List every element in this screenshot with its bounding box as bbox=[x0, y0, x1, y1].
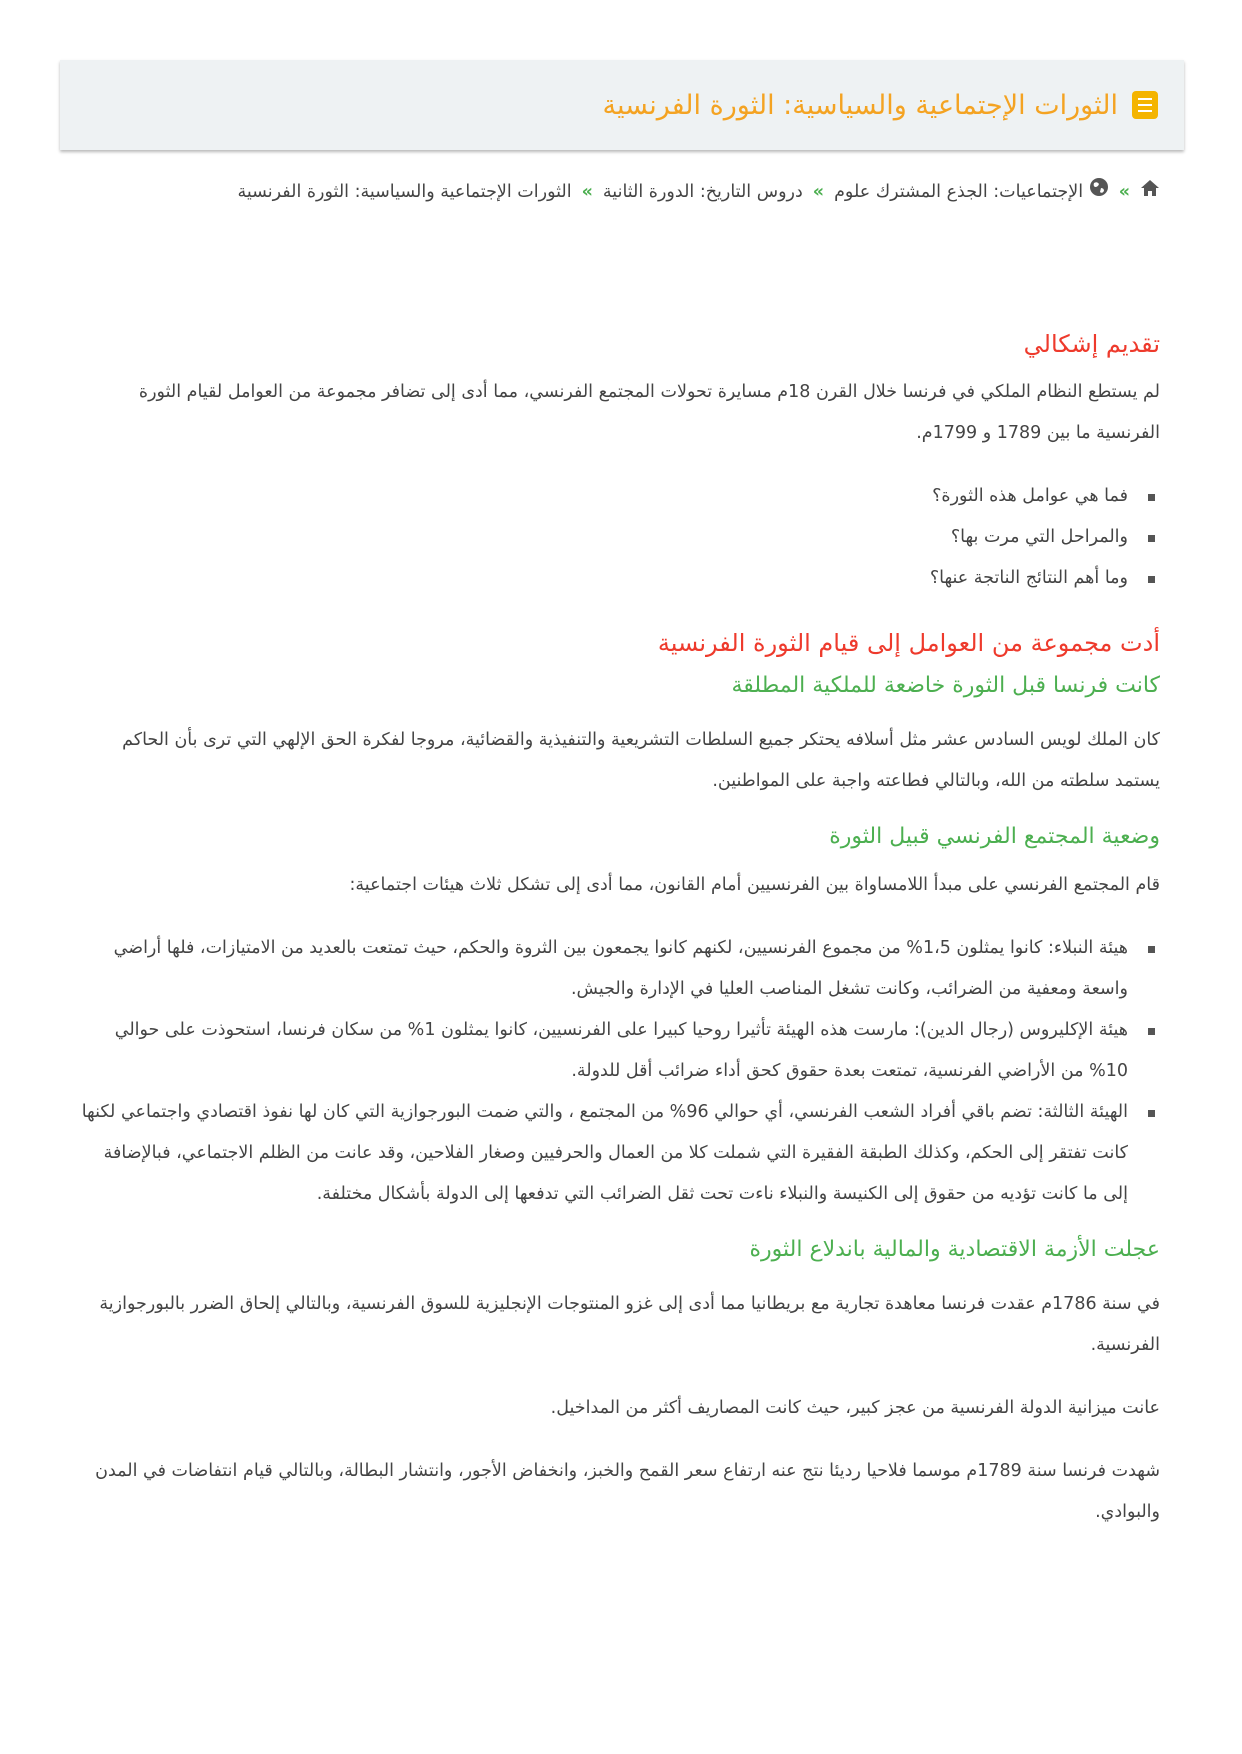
lesson-content bbox=[75, 330, 1160, 1533]
list-item: فما هي عوامل هذه الثورة؟ bbox=[75, 476, 1128, 517]
page-header bbox=[60, 60, 1184, 150]
intro-heading: تقديم إشكالي bbox=[1023, 330, 1160, 358]
breadcrumb bbox=[100, 170, 1160, 214]
globe-icon bbox=[1089, 170, 1109, 214]
breadcrumb-item-current: الثورات الإجتماعية والسياسية: الثورة الفرنسية bbox=[237, 182, 572, 202]
home-icon[interactable] bbox=[1140, 170, 1160, 214]
breadcrumb-separator: » bbox=[581, 182, 593, 202]
absolute-monarchy-heading: كانت فرنسا قبل الثورة خاضعة للملكية المطلقة bbox=[731, 673, 1160, 698]
crisis-paragraph-1: في سنة 1786م عقدت فرنسا معاهدة تجارية مع بريطانيا مما أدى إلى غزو المنتوجات الإنجليزية للسوق الفرنسية، وبالتالي إلحاق الضرر بالبورجوازية الفرنسية. bbox=[99, 1294, 1160, 1355]
breadcrumb-separator: » bbox=[1118, 182, 1130, 202]
list-item: وما أهم النتائج الناتجة عنها؟ bbox=[75, 558, 1128, 599]
intro-questions bbox=[75, 476, 1160, 599]
list-item-nobility: هيئة النبلاء: كانوا يمثلون 1،5% من مجموع الفرنسيين، لكنهم كانوا يجمعون بين الثروة والحكم، حيث تمتعت بالعديد من الامتيازات، فلها أراضي واسعة ومعفية من الضرائب، وكانت تشغل المناصب العليا في الإدارة والجيش. bbox=[75, 928, 1128, 1010]
list-item-clergy: هيئة الإكليروس (رجال الدين): مارست هذه الهيئة تأثيرا روحيا كبيرا على الفرنسيين، كانوا يمثلون 1% من سكان فرنسا، استحوذت على حوالي 10% من الأراضي الفرنسية، تمتعت بعدة حقوق كحق أداء ضرائب أقل للدولة. bbox=[75, 1010, 1128, 1092]
society-heading: وضعية المجتمع الفرنسي قبيل الثورة bbox=[829, 824, 1160, 849]
breadcrumb-item-social-studies[interactable]: الإجتماعيات: الجذع المشترك علوم bbox=[834, 182, 1084, 202]
absolute-monarchy-paragraph: كان الملك لويس السادس عشر مثل أسلافه يحتكر جميع السلطات التشريعية والتنفيذية والقضائية، مروجا لفكرة الحق الإلهي التي ترى بأن الحاكم يستمد سلطته من الله، وبالتالي فطاعته واجبة على المواطنين. bbox=[122, 730, 1160, 791]
breadcrumb-separator: » bbox=[812, 182, 825, 202]
document-icon bbox=[1132, 91, 1158, 119]
estates-list bbox=[75, 928, 1160, 1215]
breadcrumb-item-history-lessons[interactable]: دروس التاريخ: الدورة الثانية bbox=[602, 182, 803, 202]
crisis-heading: عجلت الأزمة الاقتصادية والمالية باندلاع الثورة bbox=[749, 1237, 1160, 1262]
list-item: والمراحل التي مرت بها؟ bbox=[75, 517, 1128, 558]
intro-paragraph: لم يستطع النظام الملكي في فرنسا خلال القرن 18م مسايرة تحولات المجتمع الفرنسي، مما أدى إلى تضافر مجموعة من العوامل لقيام الثورة الفرنسية ما بين 1789 و 1799م. bbox=[138, 382, 1160, 443]
society-paragraph: قام المجتمع الفرنسي على مبدأ اللامساواة بين الفرنسيين أمام القانون، مما أدى إلى تشكل ثلاث هيئات اجتماعية: bbox=[349, 875, 1160, 895]
factors-heading: أدت مجموعة من العوامل إلى قيام الثورة الفرنسية bbox=[657, 629, 1160, 657]
list-item-third-estate: الهيئة الثالثة: تضم باقي أفراد الشعب الفرنسي، أي حوالي 96% من المجتمع ، والتي ضمت البورجوازية التي كان لها نفوذ اقتصادي واجتماعي لكنها كانت تفتقر إلى الحكم، وكذلك الطبقة الفقيرة التي شملت كلا من العمال والحرفيين وصغار الفلاحين، وقد عانت من الظلم الاجتماعي، فبالإضافة إلى ما كانت تؤديه من حقوق إلى الكنيسة والنبلاء ناءت تحت ثقل الضرائب التي تدفعها إلى الدولة بأشكال مختلفة. bbox=[75, 1092, 1128, 1215]
crisis-paragraph-3: شهدت فرنسا سنة 1789م موسما فلاحيا رديئا نتج عنه ارتفاع سعر القمح والخبز، وانخفاض الأجور، وانتشار البطالة، وبالتالي قيام انتفاضات في المدن والبوادي. bbox=[95, 1461, 1160, 1522]
crisis-paragraph-2: عانت ميزانية الدولة الفرنسية من عجز كبير، حيث كانت المصاريف أكثر من المداخيل. bbox=[550, 1398, 1160, 1418]
page-title: الثورات الإجتماعية والسياسية: الثورة الفرنسية bbox=[602, 89, 1118, 121]
